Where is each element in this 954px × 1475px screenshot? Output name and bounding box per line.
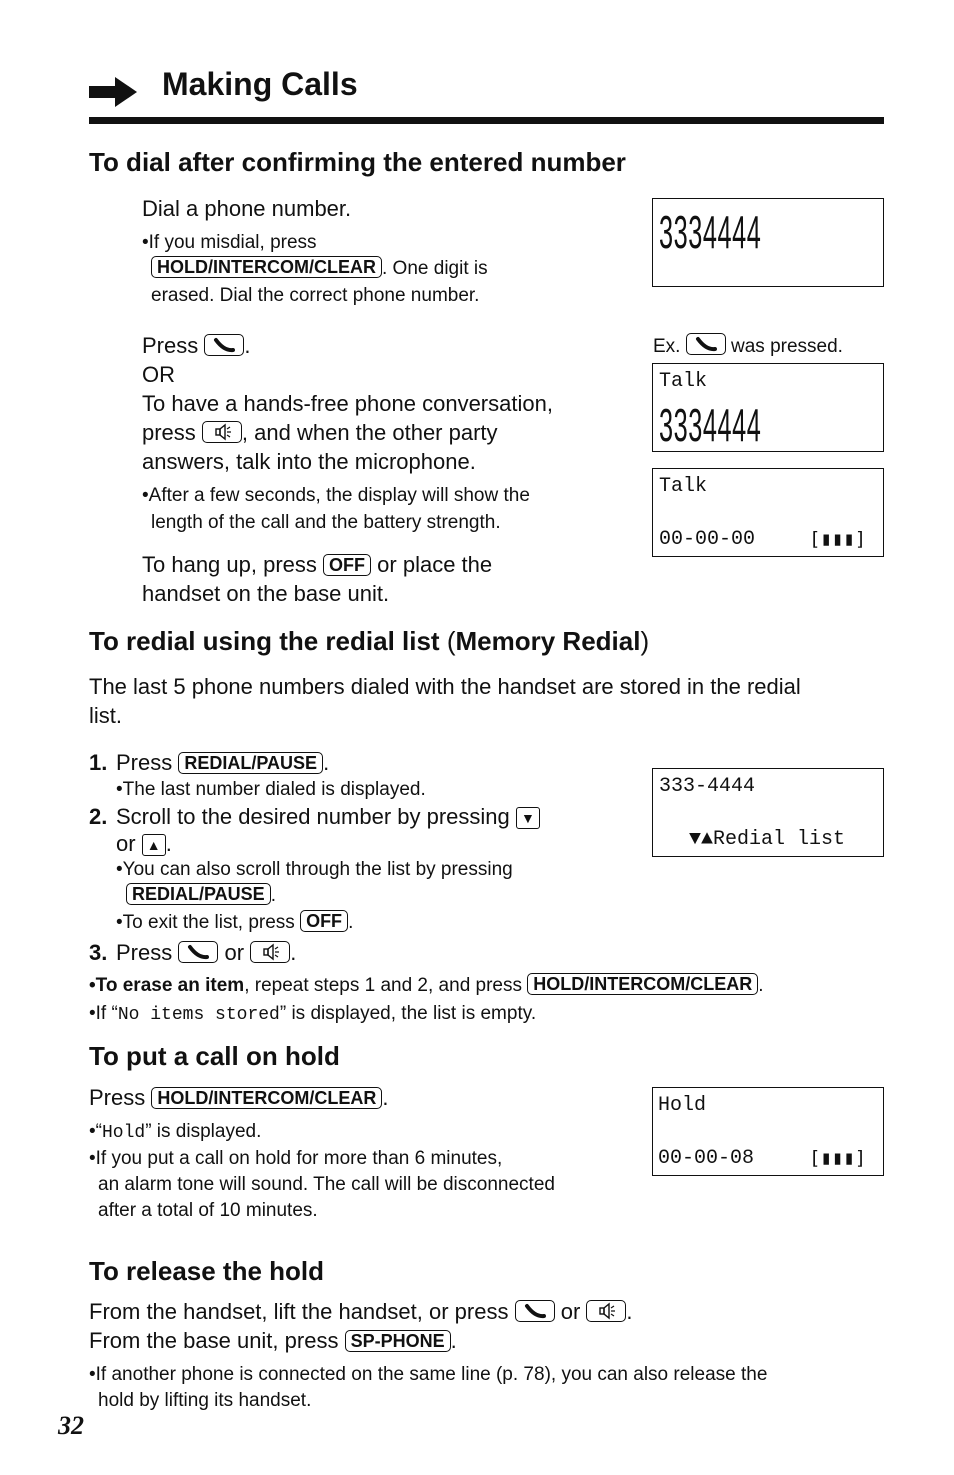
release-line-1: From the handset, lift the handset, or press or . xyxy=(89,1299,633,1324)
step-2-note-1-key: REDIAL/PAUSE . xyxy=(126,883,276,909)
handsfree-line-1: To have a hands-free phone conversation, xyxy=(142,391,553,416)
handsfree-line-3: answers, talk into the microphone. xyxy=(142,449,476,474)
lcd-talk-number: Talk 3334444 xyxy=(652,363,884,452)
hold-note-2c: after a total of 10 minutes. xyxy=(98,1200,318,1221)
speaker-key-icon xyxy=(202,421,242,443)
lcd-talk-timer: Talk 00-00-00 [▮▮▮] xyxy=(652,468,884,557)
lcd-dialed-number: 3334444 xyxy=(652,198,884,287)
off-key: OFF xyxy=(300,910,348,932)
hold-note-2b: an alarm tone will sound. The call will be disconnected xyxy=(98,1174,555,1195)
scroll-down-key-icon: ▼ xyxy=(516,807,540,829)
lcd-hold-timer: Hold 00-00-08 [▮▮▮] xyxy=(652,1087,884,1176)
step-number-1: 1. xyxy=(89,750,108,775)
hold-note-2a: •If you put a call on hold for more than 6 minutes, xyxy=(89,1148,503,1169)
section-heading-hold: To put a call on hold xyxy=(89,1041,340,1071)
step-number-2: 2. xyxy=(89,804,108,829)
section-heading-redial: To redial using the redial list (Memory Redial) xyxy=(89,626,650,656)
misdial-note-3: erased. Dial the correct phone number. xyxy=(151,285,480,306)
hold-intercom-clear-key: HOLD/INTERCOM/CLEAR xyxy=(151,1087,382,1109)
page-number: 32 xyxy=(58,1411,84,1440)
handsfree-line-2: press , and when the other party xyxy=(142,420,498,445)
speaker-key-icon xyxy=(250,941,290,963)
speaker-key-icon xyxy=(586,1300,626,1322)
step-number-3: 3. xyxy=(89,940,108,965)
step-1-note: •The last number dialed is displayed. xyxy=(116,779,426,800)
talk-key-icon xyxy=(515,1300,555,1322)
redial-intro-1: The last 5 phone numbers dialed with the handset are stored in the redial xyxy=(89,674,801,699)
release-line-2: From the base unit, press SP-PHONE . xyxy=(89,1328,457,1353)
step-2-note-1: •You can also scroll through the list by pressing xyxy=(116,859,513,880)
talk-key-icon xyxy=(204,334,244,356)
talk-key-icon xyxy=(686,333,726,355)
release-note-2: hold by lifting its handset. xyxy=(98,1390,312,1411)
step-1: Press REDIAL/PAUSE . xyxy=(116,750,330,775)
after-note-1: •After a few seconds, the display will show the xyxy=(142,485,530,506)
battery-indicator: [▮▮▮] xyxy=(809,528,867,550)
hold-instruction: Press HOLD/INTERCOM/CLEAR . xyxy=(89,1085,389,1110)
ex-caption: Ex. was pressed. xyxy=(653,333,843,360)
hangup-line-1: To hang up, press OFF or place the xyxy=(142,552,493,577)
misdial-note-2: HOLD/INTERCOM/CLEAR . One digit is xyxy=(151,256,488,282)
hold-note-1: •“Hold” is displayed. xyxy=(89,1121,262,1143)
after-note-2: length of the call and the battery strength. xyxy=(151,512,501,533)
dial-instruction: Dial a phone number. xyxy=(142,196,352,221)
lcd-redial-list: 333-4444 ▼▲Redial list xyxy=(652,768,884,857)
release-note-1: •If another phone is connected on the same line (p. 78), you can also release the xyxy=(89,1364,768,1385)
redial-intro-2: list. xyxy=(89,703,122,728)
step-2-note-2: •To exit the list, press OFF . xyxy=(116,911,354,933)
battery-indicator: [▮▮▮] xyxy=(809,1147,867,1169)
or-text: OR xyxy=(142,362,175,387)
hangup-line-2: handset on the base unit. xyxy=(142,581,390,606)
redial-pause-key: REDIAL/PAUSE xyxy=(126,883,271,905)
step-2-cont: or ▲ . xyxy=(116,831,172,856)
press-talk-line: Press . xyxy=(142,333,251,358)
erase-note: •To erase an item, repeat steps 1 and 2, and press HOLD/INTERCOM/CLEAR . xyxy=(89,974,764,996)
empty-list-note: •If “No items stored” is displayed, the list is empty. xyxy=(89,1003,537,1025)
misdial-note-1: •If you misdial, press xyxy=(142,232,317,253)
talk-key-icon xyxy=(178,941,218,963)
hold-intercom-clear-key: HOLD/INTERCOM/CLEAR xyxy=(527,973,758,995)
page-title: Making Calls xyxy=(162,66,358,102)
hold-intercom-clear-key: HOLD/INTERCOM/CLEAR xyxy=(151,256,382,278)
off-key: OFF xyxy=(323,554,371,576)
scroll-up-key-icon: ▲ xyxy=(142,834,166,856)
redial-pause-key: REDIAL/PAUSE xyxy=(178,752,323,774)
step-3: Press or . xyxy=(116,940,297,965)
arrow-right-icon xyxy=(89,75,139,109)
sp-phone-key: SP-PHONE xyxy=(345,1330,451,1352)
section-heading-release: To release the hold xyxy=(89,1256,325,1286)
header-rule xyxy=(89,117,884,124)
step-2: Scroll to the desired number by pressing ▼ xyxy=(116,802,540,831)
section-heading-dial-confirm: To dial after confirming the entered number xyxy=(89,147,626,177)
